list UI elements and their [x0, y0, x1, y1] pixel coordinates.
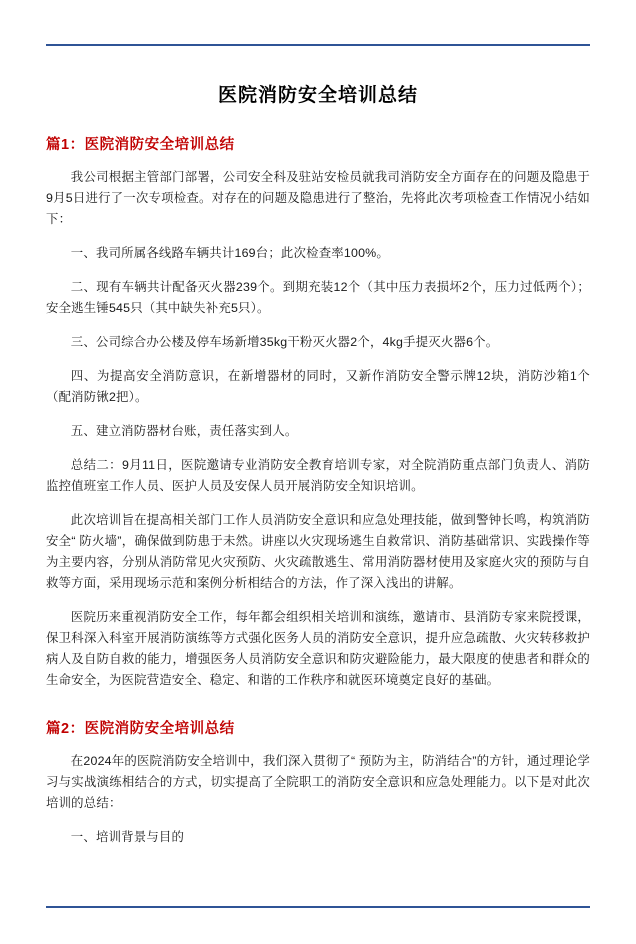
paragraph: 四、为提高安全消防意识，在新增器材的同时，又新作消防安全警示牌12块，消防沙箱1个（配消防锹2把）。 [46, 369, 590, 404]
paragraph: 二、现有车辆共计配备灭火器239个。到期充装12个（其中压力表损坏2个，压力过低两个）；安全逃生锤545只（其中缺失补充5只）。 [46, 280, 590, 315]
page-title: 医院消防安全培训总结 [217, 85, 418, 106]
paragraph: 三、公司综合办公楼及停车场新增35kg干粉灭火器2个，4kg手提灭火器6个。 [70, 335, 499, 349]
section-heading-2: 篇2：医院消防安全培训总结 [46, 721, 235, 737]
paragraph: 一、我司所属各线路车辆共计169台；此次检查率100%。 [70, 246, 389, 260]
paragraph: 五、建立消防器材台账，责任落实到人。 [70, 424, 298, 438]
paragraph: 此次培训旨在提高相关部门工作人员消防安全意识和应急处理技能，做到警钟长鸣，构筑消防安全“ 防火墙”，确保做到防患于未然。讲座以火灾现场逃生自救常识、消防基础常识、实践操作等为主要内容，分别从消防常见火灾预防、火灾疏散逃生、常用消防器材使用及家庭火灾的预防与自救等方面，采用现场示范和案例分析相结合的方法，作了深入浅出的讲解。 [46, 513, 590, 590]
paragraph: 总结二：9月11日，医院邀请专业消防安全教育培训专家，对全院消防重点部门负责人、消防监控值班室工作人员、医护人员及安保人员开展消防安全知识培训。 [46, 458, 590, 493]
paragraph: 我公司根据主管部门部署，公司安全科及驻站安检员就我司消防安全方面存在的问题及隐患于9月5日进行了一次专项检查。对存在的问题及隐患进行了整治，先将此次考项检查工作情况小结如下： [46, 170, 590, 226]
paragraph: 医院历来重视消防安全工作，每年都会组织相关培训和演练，邀请市、县消防专家来院授课，保卫科深入科室开展消防演练等方式强化医务人员的消防安全意识，提升应急疏散、火灾转移救护病人及自防自救的能力，增强医务人员消防安全意识和防灾避险能力，最大限度的使患者和群众的生命安全，为医院营造安全、稳定、和谐的工作秩序和就医环境奠定良好的基础。 [46, 610, 590, 687]
document-page [0, 44, 636, 944]
top-divider-rule [46, 44, 590, 46]
section-heading-1: 篇1：医院消防安全培训总结 [46, 137, 235, 153]
paragraph: 在2024年的医院消防安全培训中，我们深入贯彻了“ 预防为主，防消结合”的方针，通过理论学习与实战演练相结合的方式，切实提高了全院职工的消防安全意识和应急处理能力。以下是对此次培训的总结： [46, 754, 590, 810]
paragraph: 一、培训背景与目的 [70, 830, 185, 844]
bottom-divider-rule [46, 906, 590, 908]
